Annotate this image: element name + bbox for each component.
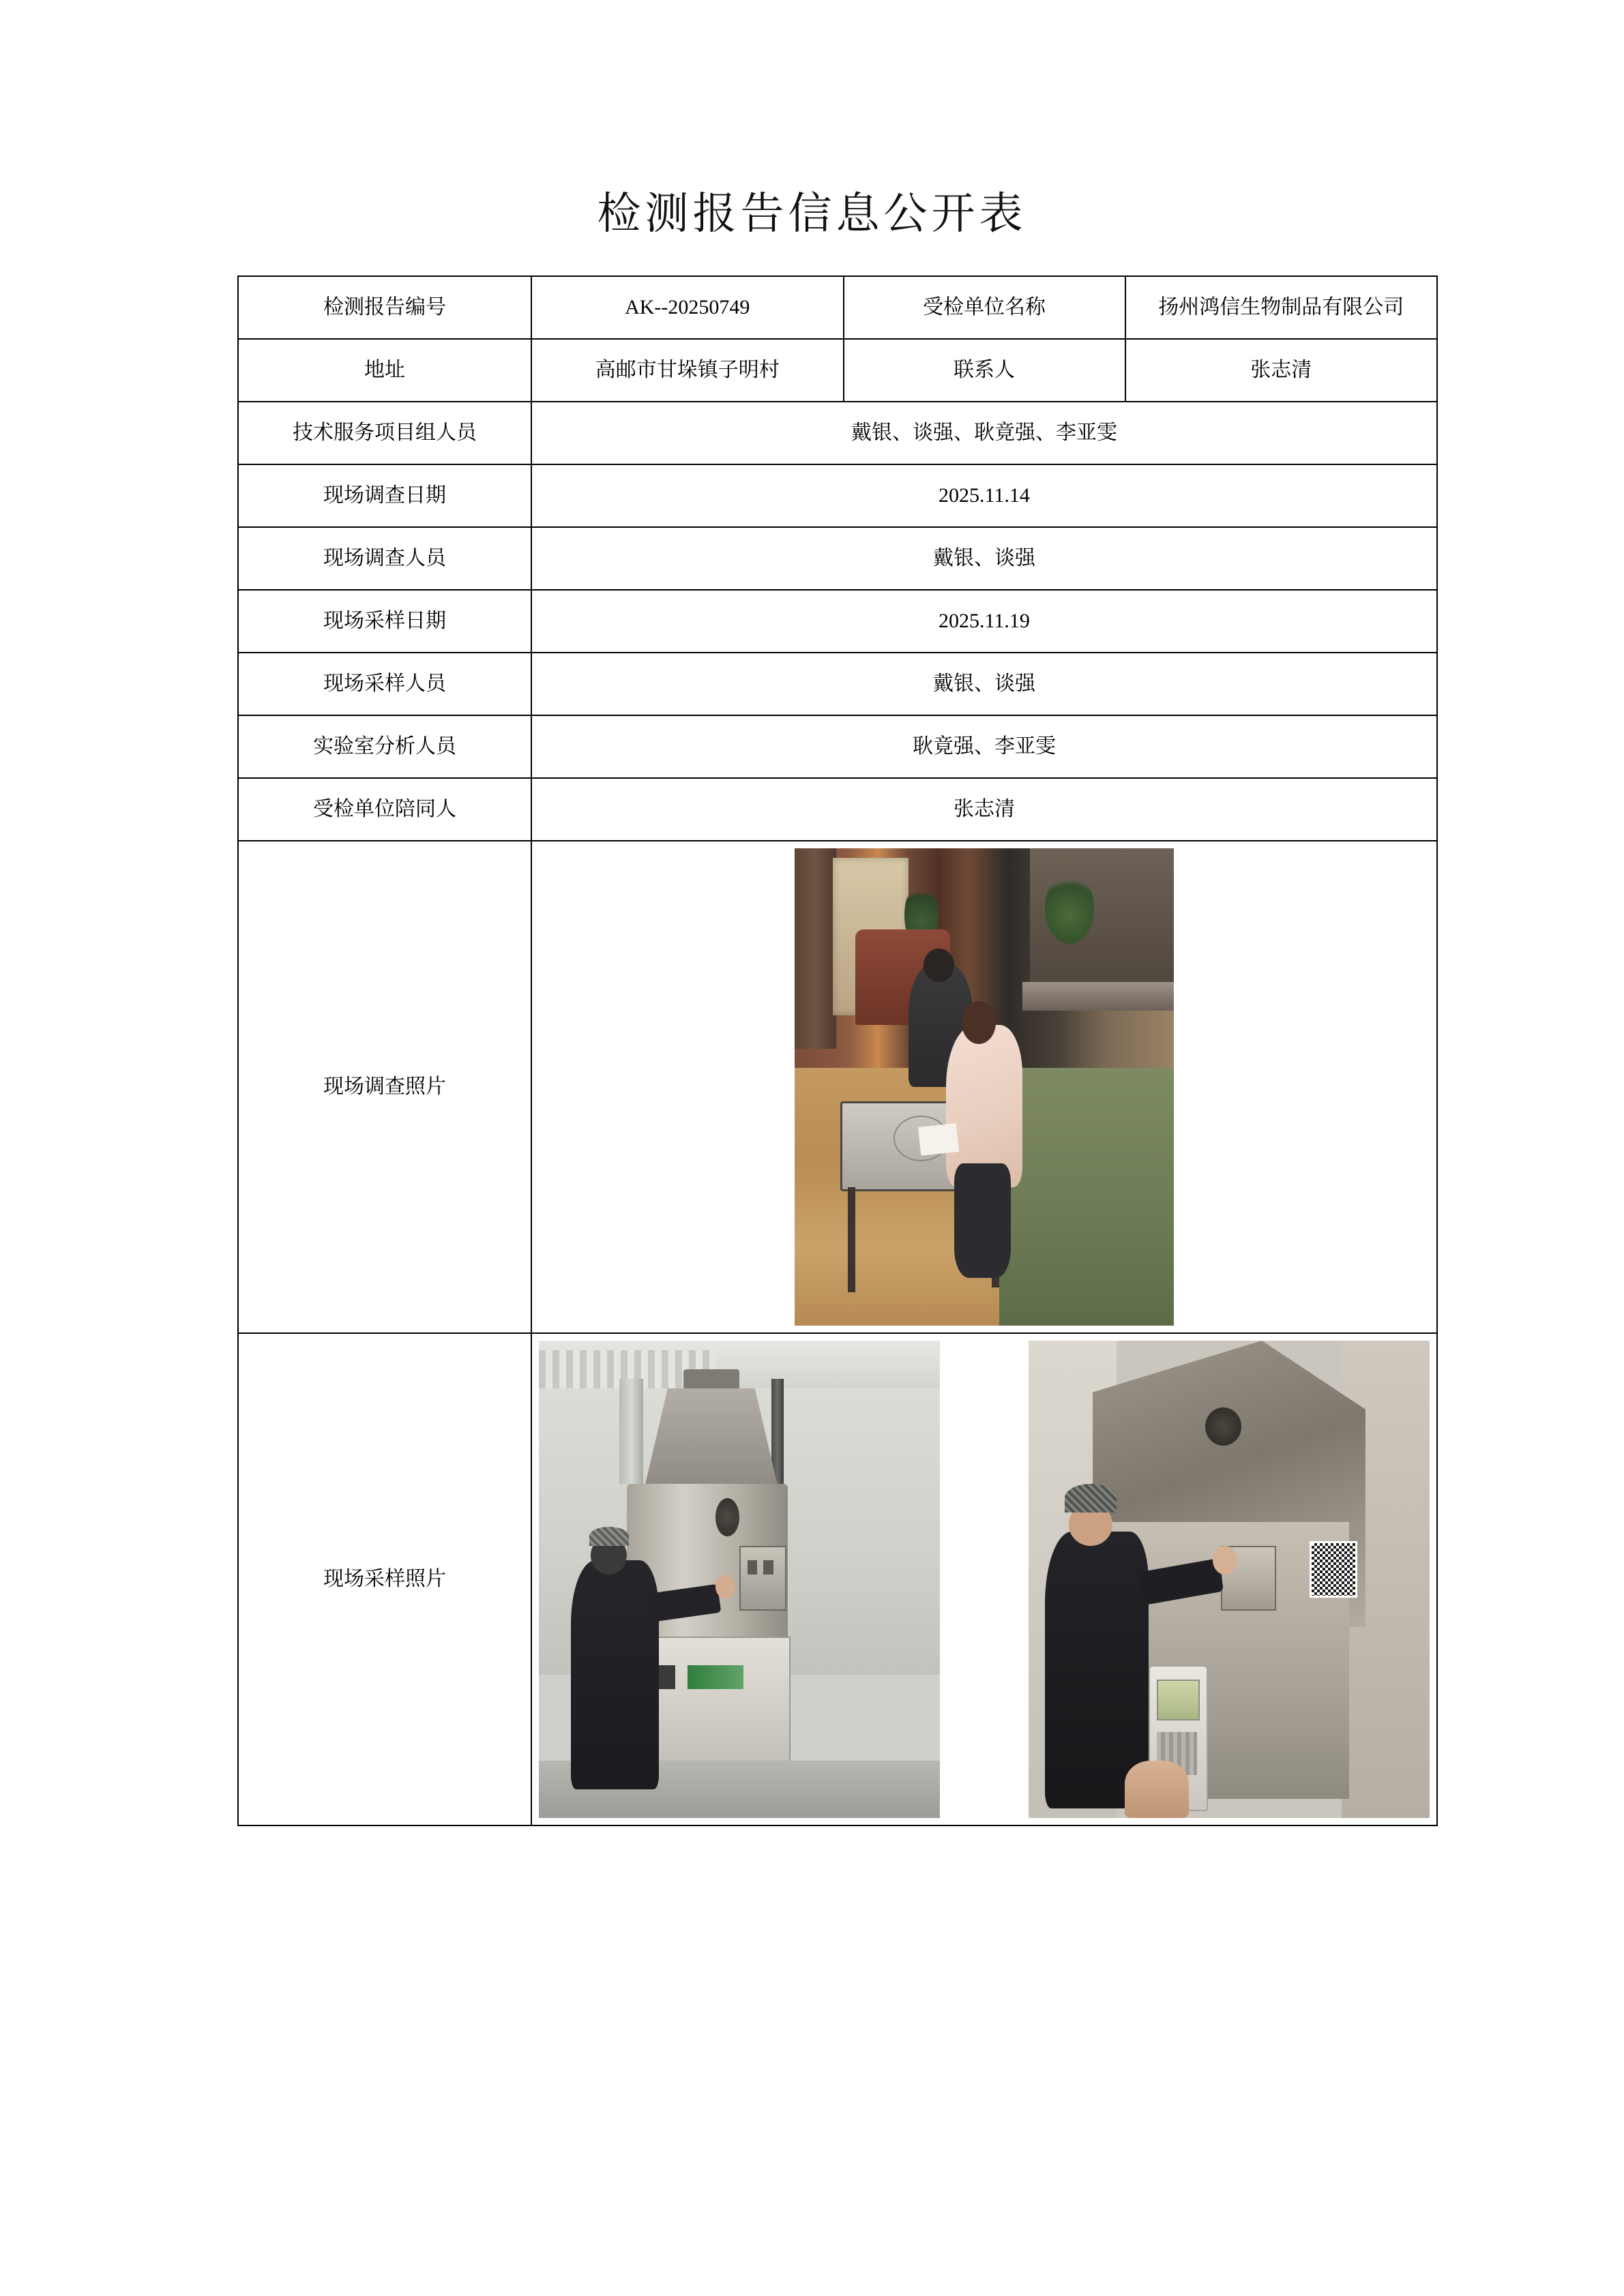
sampling-photo-container — [539, 1341, 1430, 1818]
field-label-survey-staff: 现场调查人员 — [238, 527, 531, 590]
table-row-survey-photos — [238, 841, 1437, 1333]
table-row — [238, 339, 1437, 402]
sampling-photo-equipment-left — [539, 1341, 940, 1818]
field-label-company-name: 受检单位名称 — [844, 276, 1125, 339]
table-row-sampling-photos — [238, 1333, 1437, 1825]
survey-photo-container — [539, 848, 1430, 1326]
table-row — [238, 276, 1437, 339]
field-value-sampling-date: 2025.11.19 — [531, 590, 1437, 653]
field-label-contact: 联系人 — [844, 339, 1125, 402]
table-row — [238, 527, 1437, 590]
field-label-address: 地址 — [238, 339, 531, 402]
sampling-photo-noise-meter-right — [1029, 1341, 1430, 1818]
field-value-project-team: 戴银、谈强、耿竟强、李亚雯 — [531, 402, 1437, 464]
table-row — [238, 715, 1437, 778]
table-row — [238, 590, 1437, 653]
field-value-report-number: AK--20250749 — [531, 276, 844, 339]
report-info-table — [237, 275, 1438, 1826]
field-value-accompanying-person: 张志清 — [531, 778, 1437, 841]
field-value-lab-analysts: 耿竟强、李亚雯 — [531, 715, 1437, 778]
sampling-photos-cell — [531, 1333, 1437, 1825]
field-value-survey-date: 2025.11.14 — [531, 464, 1437, 527]
field-label-sampling-date: 现场采样日期 — [238, 590, 531, 653]
field-label-accompanying-person: 受检单位陪同人 — [238, 778, 531, 841]
field-label-sampling-photos: 现场采样照片 — [238, 1333, 531, 1825]
field-value-company-name: 扬州鸿信生物制品有限公司 — [1125, 276, 1438, 339]
table-row — [238, 402, 1437, 464]
table-row — [238, 653, 1437, 715]
field-value-sampling-staff: 戴银、谈强 — [531, 653, 1437, 715]
field-label-project-team: 技术服务项目组人员 — [238, 402, 531, 464]
table-row — [238, 778, 1437, 841]
field-label-report-number: 检测报告编号 — [238, 276, 531, 339]
field-value-survey-staff: 戴银、谈强 — [531, 527, 1437, 590]
survey-photos-cell — [531, 841, 1437, 1333]
field-label-survey-photos: 现场调查照片 — [238, 841, 531, 1333]
survey-photo-indoor-interview — [795, 848, 1174, 1326]
table-row — [238, 464, 1437, 527]
page-title: 检测报告信息公开表 — [597, 190, 1027, 238]
field-value-address: 高邮市甘垛镇子明村 — [531, 339, 844, 402]
field-label-sampling-staff: 现场采样人员 — [238, 653, 531, 715]
field-label-lab-analysts: 实验室分析人员 — [238, 715, 531, 778]
field-label-survey-date: 现场调查日期 — [238, 464, 531, 527]
field-value-contact: 张志清 — [1125, 339, 1438, 402]
